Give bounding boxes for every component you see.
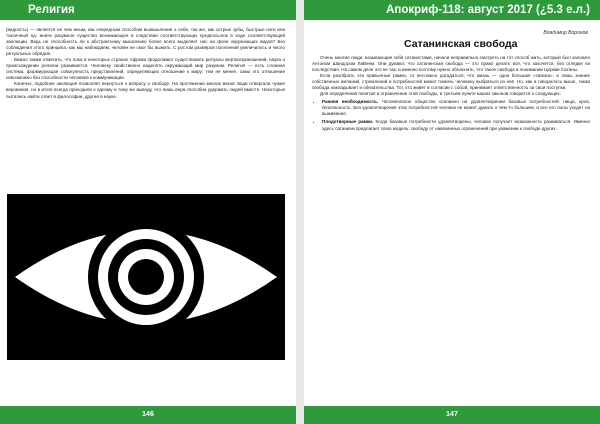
list-item	[322, 99, 590, 117]
article-title: Сатанинская свобода	[404, 38, 518, 50]
right-body-text	[312, 55, 590, 134]
bullet-label: Ранняя необходимость.	[322, 99, 379, 105]
eye-illustration	[7, 194, 285, 360]
bullet-text: Человеческое общество основано на удовлетворении базовых потребностей: пища, кров, безопасность. Без удовлетворения этих потребностей человек не может думать о чём-то большем, и все его силы уходят на выживание.	[322, 99, 591, 117]
eye-graphic	[7, 194, 285, 360]
paragraph: (видность) — является не чем иным, как очередным способом вымышления о себе, так же, как острые зубы, быстрые ноги или токсичный яд: иначе разумное существо возникающее в следствии соответствующих предпосылок в ходе соответствующей эволюции. Ведь не способность ли к абстрактному мышлению более всего выделяет нас на фоне окружающих видов? Без соблюдения этого принципа, как мы наблюдаем, человек не смог бы выжить. С ростом размеров поселений увеличилось и число ритуальных обрядов.	[6, 27, 285, 57]
left-page-number: 146	[0, 406, 296, 424]
bullet-text: Когда базовые потребности удовлетворены, человек получает возможность развиваться. Именно здесь сатанизм предлагает свою модель: свободу от навязанных ограничений при уважении к свободе других.	[322, 119, 590, 131]
paragraph: Для определения понятия и ограничения этой свободы, в третьем пункте наших законов говорится о следующих:	[320, 91, 561, 97]
paragraph: Очень многие люди, называющие себя сатанистами, начали неправильно смотреть на тот способ жить, который был заложен Антоном Шандором ЛаВеем. Они думают, что сатанинская свобода — это право делать всё, что захочется, без оглядки на последствия. На самом деле это не так, и именно поэтому нужно объяснить, что такое свобода в понимании Церкви Сатаны.	[312, 55, 590, 73]
article-author: Владимир Воронов	[543, 30, 588, 36]
right-header: Апокриф-118: август 2017 (¿5.3 e.л.)	[304, 0, 600, 20]
paragraph: Важно также отметить, что пока в некоторых странах Африки продолжают существовать ритуалы жертвоприношений, наука о происхождении религии развивается. Человеку свойственно наделять окружающий мир разумом. Религия — есть сложная система, формирующая совокупность представлений, определяющих отношение к миру; тем не менее, само это отношение невозможно без способности человека к коммуникации.	[6, 57, 285, 81]
paragraph: Конечно, подобная эволюция позволяет вернуться к вопросу о свободе. На протяжении многих веков люди отвергали чужие верования, но в итоге всегда приходили к одному и тому же выводу, что лишь вера способна удержать людей вместе. Некоторые пытались найти ответ в философии, другие в науке.	[6, 81, 285, 99]
right-page	[304, 0, 600, 424]
left-body-text	[6, 27, 285, 100]
right-page-number: 147	[304, 406, 600, 424]
bullet-list	[312, 99, 590, 131]
bullet-label: Плодотворные рамки.	[322, 119, 374, 125]
left-header: Религия	[0, 0, 296, 20]
left-page	[0, 0, 296, 424]
book-gutter	[296, 0, 304, 424]
list-item	[322, 119, 590, 131]
paragraph: Если разобрать эти привычные рамки, то несложно догадаться, что жизнь — одна большая «свалка», и лишь знание собственных желаний, стремлений и потребностей может помочь человеку выбраться из неё. Но, как и говорилось выше, такая свобода накладывает и обязательства. Тот, кто живёт в согласии с собой, принимает ответственность за свои поступки.	[312, 73, 590, 91]
